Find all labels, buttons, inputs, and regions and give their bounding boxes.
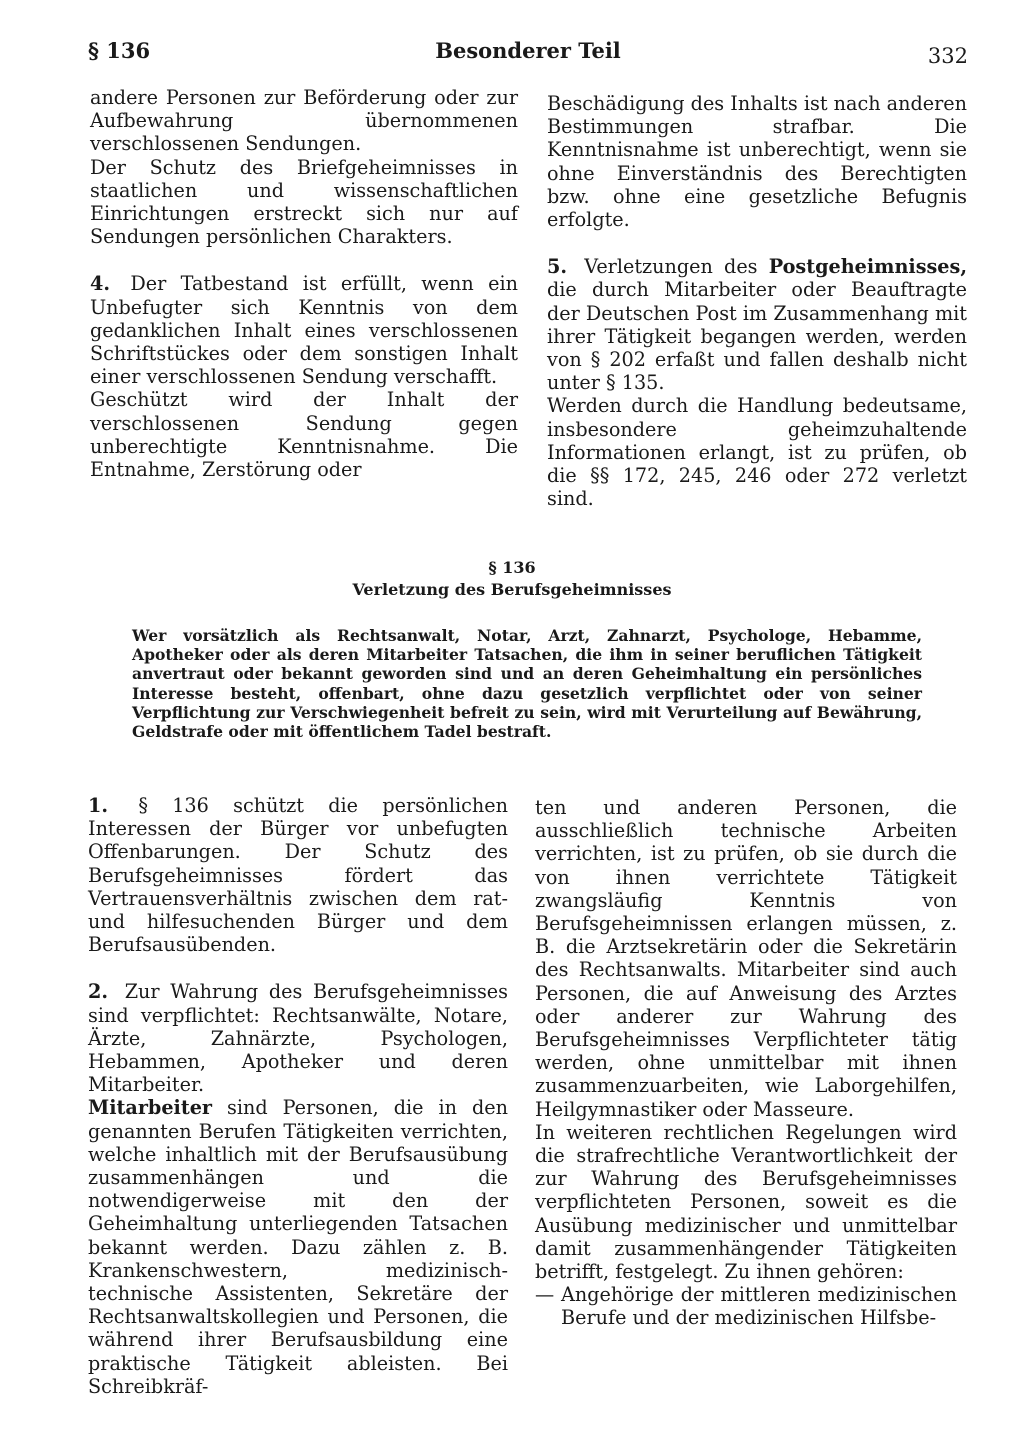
numbered-paragraph-5: [547, 255, 967, 394]
paragraph: andere Personen zur Beförderung oder zur Aufbewahrung übernommenen verschlossenen Sendungen.: [90, 86, 518, 156]
header-title: Besonderer Teil: [435, 38, 621, 63]
paragraph: Werden durch die Handlung bedeutsame, insbesondere geheimzuhaltende Informationen erlangt, ist zu prüfen, ob die §§ 172, 245, 246 oder 272 verletzt sind.: [547, 394, 967, 511]
column-bottom-right: [535, 796, 957, 1330]
section-title: Verletzung des Berufsgeheimnisses: [352, 580, 672, 599]
paragraph: In weiteren rechtlichen Regelungen wird die strafrechtliche Verantwortlichkeit der zur Wahrung des Berufsgeheimnisses verpflichteten Personen, soweit es die Ausübung medizinischer und unmittelbar damit zusammenhängender Tätigkeiten betrifft, festgelegt. Zu ihnen gehören:: [535, 1120, 957, 1284]
column-bottom-left: [88, 794, 508, 1398]
item-text: Der Tatbestand ist erfüllt, wenn ein Unbefugter sich Kenntnis von dem gedanklichen Inhalt eines verschlossenen Schriftstückes oder dem sonstigen Inhalt einer verschlossenen Sendung verschafft.: [90, 272, 518, 389]
item-number: 1.: [88, 794, 109, 817]
list-item-text: Angehörige der mittleren medizinischen Berufe und der medizinischen Hilfsbe-: [561, 1283, 957, 1330]
paragraph-mitarbeiter: [88, 1096, 508, 1398]
section-number: § 136: [488, 558, 536, 577]
numbered-paragraph-4: [90, 272, 518, 388]
paragraph: ten und anderen Personen, die ausschließlich technische Arbeiten verrichten, ist zu prüfen, ob sie durch die von ihnen verrichtete Tätigkeit zwangsläufig Kenntnis von Berufsgeheimnissen erlangen müssen, z. B. die Arztsekretärin oder die Sekretärin des Rechtsanwalts. Mitarbeiter sind auch Personen, die auf Anweisung des Arztes oder anderer zur Wahrung des Berufsgeheimnisses Verpflichteter tätig werden, ohne unmittelbar mit ihnen zusammenzuarbeiten, wie Laborgehilfen, Heilgymnastiker oder Masseure.: [535, 796, 957, 1121]
numbered-paragraph-2: [88, 980, 508, 1096]
item-text-post: die durch Mitarbeiter oder Beauftragte der Deutschen Post im Zusammenhang mit ihrer Tätigkeit begangen werden, werden von § 202 erfaßt und fallen deshalb nicht unter § 135.: [547, 278, 967, 395]
paragraph: Beschädigung des Inhalts ist nach anderen Bestimmungen strafbar. Die Kenntnisnahme ist unberechtigt, wenn sie ohne Einverständnis des Berechtigten bzw. ohne eine gesetzliche Befugnis erfolgte.: [547, 92, 967, 232]
item-number: 2.: [88, 980, 109, 1004]
column-top-left: [90, 86, 518, 481]
dash-bullet: —: [535, 1283, 555, 1307]
statute-provision: Wer vorsätzlich als Rechtsanwalt, Notar, Arzt, Zahnarzt, Psychologe, Hebamme, Apotheker oder als deren Mitarbeiter Tatsachen, die ihm in seiner beruflichen Tätigkeit anvertraut oder bekannt geworden sind und an deren Geheimhaltung ein persönliches Interesse besteht, offenbart, ohne dazu gesetzlich verpflichtet oder von seiner Verpflichtung zur Verschwiegenheit befreit zu sein, wird mit Verurteilung auf Bewährung, Geldstrafe oder mit öffentlichem Tadel bestraft.: [132, 626, 922, 742]
item-keyword: Postgeheimnisses,: [768, 255, 968, 279]
paragraph: Geschützt wird der Inhalt der verschlossenen Sendung gegen unberechtigte Kenntnisnahme. Die Entnahme, Zerstörung oder: [90, 388, 518, 482]
item-number: 5.: [547, 255, 568, 279]
header-section-ref: § 136: [88, 38, 151, 63]
item-text: § 136 schützt die persönlichen Interessen der Bürger vor unbefugten Offenbarungen. Der Schutz des Berufsgeheimnisses fördert das Vertrauensverhältnis zwischen dem rat- und hilfesuchenden Bürger und dem Berufsausübenden.: [88, 794, 508, 957]
column-top-right: [547, 92, 967, 510]
term-definition: sind Personen, die in den genannten Berufen Tätigkeiten verrichten, welche inhaltlich mit der Berufsausübung zusammenhängen und die notwendigerweise mit den der Geheimhaltung unterliegenden Tatsachen bekannt werden. Dazu zählen z. B. Krankenschwestern, medizinisch-technische Assistenten, Sekretäre der Rechtsanwaltskollegien und Personen, die während ihrer Berufsausbildung eine praktische Tätigkeit ableisten. Bei Schreibkräf-: [88, 1096, 508, 1398]
term-keyword: Mitarbeiter: [88, 1096, 213, 1120]
page-header: [88, 38, 968, 72]
paragraph: Der Schutz des Briefgeheimnisses in staatlichen und wissenschaftlichen Einrichtungen erstreckt sich nur auf Sendungen persönlichen Charakters.: [90, 155, 518, 249]
page-number: 332: [927, 44, 968, 68]
numbered-paragraph-1: [88, 794, 508, 956]
item-text-pre: Verletzungen des: [584, 255, 758, 279]
list-item: [535, 1283, 957, 1329]
item-text: Zur Wahrung des Berufsgeheimnisses sind verpflichtet: Rechtsanwälte, Notare, Ärzte, Zahnärzte, Psychologen, Hebammen, Apotheker und deren Mitarbeiter.: [88, 980, 508, 1097]
item-number: 4.: [90, 272, 111, 296]
